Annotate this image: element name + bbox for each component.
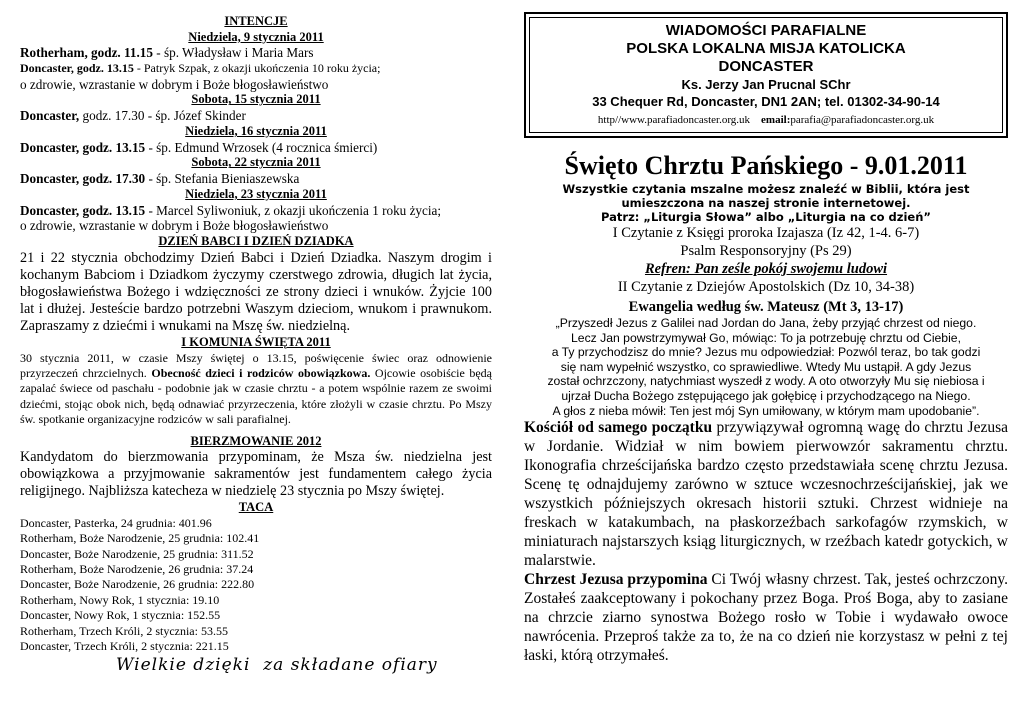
masthead-contact (536, 114, 996, 126)
refrain: Refren: Pan ześle pokój swojemu ludowi (644, 261, 888, 277)
email-link[interactable]: parafia@parafiadoncaster.org.uk (790, 114, 935, 126)
note-line: umieszczona na naszej stronie internetowej. (621, 196, 911, 210)
masthead-city: DONCASTER (718, 58, 814, 75)
taca-list (20, 516, 492, 655)
bierzmowanie-text: Kandydatom do bierzmowania przypominam, że Msza św. niedzielna jest obowiązkowa a przyjmowanie sakramentów jest fundamentem całego życia religijnego. Najbliższa katecheza w niedzielę 23 stycznia po Mszy świętej. (20, 449, 492, 500)
gospel-line: Lecz Jan powstrzymywał Go, mówiąc: To ja potrzebuję chrztu od Ciebie, (571, 330, 961, 345)
masthead-address: 33 Chequer Rd, Doncaster, DN1 2AN; tel. 01302-34-90-14 (592, 94, 940, 109)
date-heading: Niedziela, 23 stycznia 2011 (185, 186, 327, 201)
masthead-inner (529, 17, 1003, 133)
gospel-line: a Ty przychodzisz do mnie? Jezus mu odpowiedział: Pozwól teraz, bo tak godzi (551, 345, 981, 360)
taca-item: Doncaster, Trzech Króli, 2 stycznia: 221.15 (20, 638, 229, 653)
intention-line: o zdrowie, wzrastanie w dobrym i Boże błogosławieństwo (20, 218, 329, 234)
gospel-text (524, 316, 1008, 418)
masthead-subtitle: POLSKA LOKALNA MISJA KATOLICKA (626, 40, 906, 57)
commentary-paragraph: Kościół od samego początku przywiązywał ogromną wagę do chrztu Jezusa w Jordanie. Widział w nim bowiem pierwowzór sakramentu chrztu. Ikonografia chrześcijańska bardzo często przedstawiała scenę chrztu Jezusa. Scenę tę odnajdujemy zarówno w sztuce wczesnochrześcijańskiej, jak we wszystkich późniejszych okresach historii sztuki. Chrzest widnieje na freskach w katakumbach, na płaskorzeźbach sarkofagów rzymskich, w miniaturach najstarszych ksiąg liturgicznych, w rzeźbach katedr gotyckich, w malarstwie. (524, 419, 1008, 570)
website-link[interactable]: http//www.parafiadoncaster.org.uk (597, 114, 751, 126)
gospel-line: „Przyszedł Jezus z Galilei nad Jordan do Jana, żeby przyjąć chrzest od niego. (555, 316, 977, 330)
bierzmowanie-title: BIERZMOWANIE 2012 (190, 433, 322, 448)
taca-item: Rotherham, Boże Narodzenie, 25 grudnia: 102.41 (20, 531, 260, 546)
komunia-text: 30 stycznia 2011, w czasie Mszy świętej o 13.15, poświęcenie świec oraz odnowienie przyrzeczeń chrzcielnych. Obecność dzieci i rodziców obowiązkowa. Ojcowie osobiście będą zapalać świece od paschału - podobnie jak w czasie chrztu - a potem wspólnie razem ze swoimi dziećmi, stojąc obok nich, będą odnawiać przyrzeczenia, które złożyli w czasie chrztu. Po Mszy św. spotkanie organizacyjne rodziców w sali parafialnej. (20, 350, 492, 427)
gospel-line: A głos z nieba mówił: Ten jest mój Syn umiłowany, w którym mam upodobanie”. (552, 403, 980, 418)
intention-line: Doncaster, godz. 13.15 - śp. Edmund Wrzosek (4 rocznica śmierci) (20, 139, 378, 155)
reading-1: I Czytanie z Księgi proroka Izajasza (Iz 42, 1-4. 6-7) (612, 225, 920, 241)
feast-title: Święto Chrztu Pańskiego - 9.01.2011 (564, 151, 968, 180)
date-heading: Niedziela, 16 stycznia 2011 (185, 123, 327, 138)
masthead-priest: Ks. Jerzy Jan Prucnal SChr (681, 77, 851, 92)
gospel-title: Ewangelia według św. Mateusz (Mt 3, 13-17) (628, 299, 904, 315)
komunia-title: I KOMUNIA ŚWIĘTA 2011 (181, 334, 331, 349)
taca-item: Doncaster, Nowy Rok, 1 stycznia: 152.55 (20, 608, 221, 623)
psalm: Psalm Responsoryjny (Ps 29) (680, 243, 852, 259)
babci-text: 21 i 22 stycznia obchodzimy Dzień Babci i Dzień Dziadka. Naszym drogim i kochanym Babciom i Dziadkom życzymy czerstwego zdrowia, długich lat życia, błogosławieństwa Bożego i wdzięczności ze strony dzieci i wnuków. Żyjcie 100 lat i dłużej. Jesteście bardzo potrzebni Waszym dzieciom, wnukom i prawnukom. Zapraszamy z dziećmi i wnukami na Mszę św. niedzielną. (20, 249, 492, 334)
date-heading: Niedziela, 9 stycznia 2011 (188, 29, 324, 44)
taca-title: TACA (238, 500, 274, 515)
intention-line: Doncaster, godz. 17.30 - śp. Stefania Bieniaszewska (20, 171, 300, 186)
masthead-box (524, 12, 1008, 138)
intention-line: o zdrowie, wzrastanie w dobrym i Boże błogosławieństwo (20, 76, 329, 92)
intention-line: Doncaster, godz. 13.15 - Marcel Syliwoniuk, z okazji ukończenia 1 roku życia; (20, 202, 442, 218)
note-line: Patrz: „Liturgia Słowa” albo „Liturgia na co dzień” (601, 210, 931, 224)
gospel-line: się nam wypełnić wszystko, co sprawiedliwe. Wtedy Mu ustąpił. A gdy Jezus (560, 359, 972, 374)
right-column (524, 12, 1008, 665)
note-line: Wszystkie czytania mszalne możesz znaleźć w Biblii, która jest (562, 182, 970, 196)
reading-2: II Czytanie z Dziejów Apostolskich (Dz 10, 34-38) (617, 279, 915, 295)
babci-title: DZIEŃ BABCI I DZIEŃ DZIADKA (158, 234, 354, 249)
taca-item: Rotherham, Nowy Rok, 1 stycznia: 19.10 (20, 592, 220, 607)
intention-line: Rotherham, godz. 11.15 - śp. Władysław i Maria Mars (20, 45, 314, 61)
thanks-line: Wielkie dzięki za składane ofiary (116, 655, 438, 676)
date-heading: Sobota, 22 stycznia 2011 (191, 155, 321, 170)
gospel-line: ujrzał Ducha Bożego zstępującego jak gołębicę i przychodzącego na Niego. (561, 388, 971, 403)
intention-line: Doncaster, godz. 13.15 - Patryk Szpak, z okazji ukończenia 10 roku życia; (20, 61, 381, 76)
date-heading: Sobota, 15 stycznia 2011 (191, 92, 321, 107)
taca-item: Doncaster, Boże Narodzenie, 25 grudnia: 311.52 (20, 546, 254, 561)
masthead-title: WIADOMOŚCI PARAFIALNE (665, 22, 867, 39)
intention-line: Doncaster, godz. 17.30 - śp. Józef Skinder (20, 108, 246, 123)
intencje-title: INTENCJE (224, 14, 288, 28)
commentary-paragraph: Chrzest Jezusa przypomina Ci Twój własny chrzest. Tak, jesteś ochrzczony. Zostałeś zaakceptowany i pokochany przez Boga. Proś Boga, aby to zasiane na chrzcie ziarno synostwa Bożego rosło w Tobie i wydawało owoce nawrócenia. Przeproś także za to, że na co dzień nie korzystasz w pełni z tej łaski, którą otrzymałeś. (524, 571, 1008, 665)
gospel-line: został ochrzczony, natychmiast wyszedł z wody. A oto otworzyły Mu się niebiosa i (547, 374, 985, 389)
left-column (20, 14, 492, 674)
taca-item: Rotherham, Trzech Króli, 2 stycznia: 53.55 (20, 623, 228, 638)
taca-item: Doncaster, Boże Narodzenie, 26 grudnia: 222.80 (20, 577, 255, 592)
taca-item: Rotherham, Boże Narodzenie, 26 grudnia: 37.24 (20, 561, 254, 576)
email-label: email: (761, 114, 791, 126)
taca-item: Doncaster, Pasterka, 24 grudnia: 401.96 (20, 515, 212, 530)
